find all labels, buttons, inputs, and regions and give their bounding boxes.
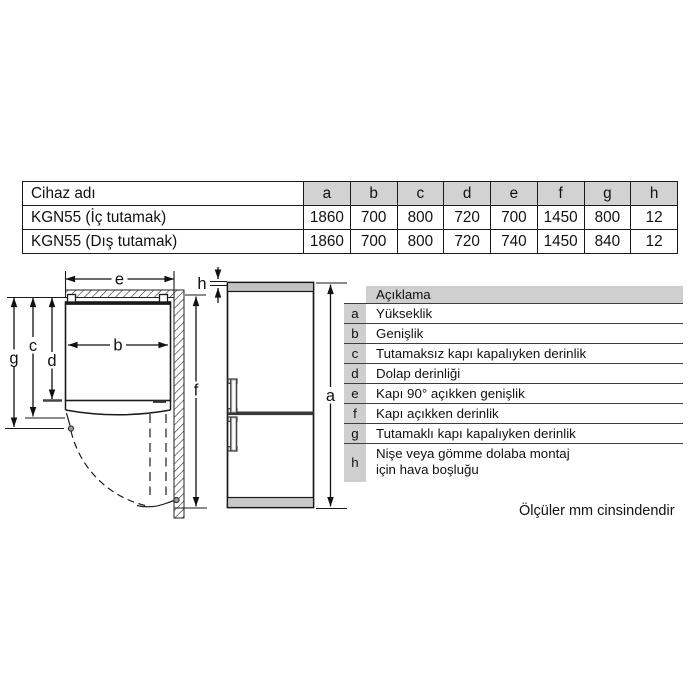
legend-label: Genişlik (376, 325, 424, 341)
dim-label-h: h (197, 275, 207, 293)
legend-row-b (344, 324, 683, 344)
front-view (228, 283, 348, 509)
dim-header-b: b (350, 182, 397, 206)
dim-label-b: b (113, 336, 123, 355)
spec-cell: 700 (350, 230, 397, 254)
spec-cell: 800 (397, 206, 444, 230)
dim-header-a: a (304, 182, 351, 206)
legend-row-h (344, 444, 683, 483)
fridge-plan-door (66, 401, 171, 432)
units-note: Ölçüler mm cinsindendir (519, 503, 675, 519)
door-divider (228, 412, 314, 416)
dimension-diagrams (0, 262, 350, 525)
legend-row-a (344, 304, 683, 324)
legend-label: Kapı açıkken derinlik (376, 405, 499, 421)
door-handle-pivot (68, 426, 73, 431)
legend-key: a (344, 304, 366, 323)
fridge-plinth (228, 498, 314, 508)
spec-cell: 700 (350, 206, 397, 230)
hinge-left (68, 295, 76, 303)
dimension-e (66, 271, 175, 292)
device-name-cell: KGN55 (İç tutamak) (23, 206, 304, 230)
legend-label: Dolap derinliği (376, 365, 461, 381)
legend-key: g (344, 424, 366, 443)
legend-header-row (344, 286, 683, 304)
plan-view (5, 267, 227, 518)
spec-cell: 1450 (537, 230, 584, 254)
legend-header-key-cell (344, 286, 366, 303)
dim-header-c: c (397, 182, 444, 206)
spec-row-ic-tutamak (23, 206, 678, 230)
spec-cell: 800 (397, 230, 444, 254)
device-name-header: Cihaz adı (23, 182, 304, 206)
spec-header-row (23, 182, 678, 206)
fridge-front-body (228, 283, 314, 508)
dim-header-f: f (537, 182, 584, 206)
dimension-d (43, 298, 62, 401)
dim-label-d: d (47, 352, 57, 370)
dim-label-g: g (9, 349, 19, 368)
spec-cell: 720 (444, 230, 491, 254)
door-swing (71, 414, 179, 507)
legend-label: Kapı 90° açıkken genişlik (376, 385, 525, 401)
legend-label: Yükseklik (376, 305, 433, 321)
legend-row-f (344, 404, 683, 424)
spec-row-dis-tutamak (23, 230, 678, 254)
spec-cell: 740 (491, 230, 538, 254)
fridge-top-trim (228, 283, 314, 292)
spec-cell: 700 (491, 206, 538, 230)
legend-key: d (344, 364, 366, 383)
dim-label-f: f (193, 381, 199, 400)
legend-header: Açıklama (366, 286, 683, 303)
legend-key: b (344, 324, 366, 343)
legend-row-g (344, 424, 683, 444)
dim-header-d: d (444, 182, 491, 206)
legend-key: h (344, 444, 366, 483)
legend-label (366, 444, 683, 483)
spec-cell: 1860 (304, 230, 351, 254)
dim-header-g: g (584, 182, 631, 206)
legend-row-e (344, 384, 683, 404)
device-name-cell: KGN55 (Dış tutamak) (23, 230, 304, 254)
spec-cell: 800 (584, 206, 631, 230)
dim-label-c: c (28, 337, 38, 355)
hinge-right (160, 295, 168, 303)
spec-cell: 720 (444, 206, 491, 230)
spec-cell: 1860 (304, 206, 351, 230)
legend-table (344, 286, 683, 482)
legend-label-line2: için hava boşluğu (376, 462, 479, 478)
spec-cell: 12 (631, 206, 678, 230)
dim-header-h: h (631, 182, 678, 206)
spec-cell: 1450 (537, 206, 584, 230)
legend-label: Tutamaklı kapı kapalıyken derinlik (376, 425, 576, 441)
dim-label-e: e (114, 270, 125, 289)
legend-key: e (344, 384, 366, 403)
legend-label: Tutamaksız kapı kapalıyken derinlik (376, 345, 587, 361)
legend-row-d (344, 364, 683, 384)
dim-label-a: a (325, 387, 336, 405)
spec-cell: 12 (631, 230, 678, 254)
dimension-h (197, 267, 227, 303)
legend-key: c (344, 344, 366, 363)
dim-header-e: e (491, 182, 538, 206)
spec-table (22, 181, 678, 254)
dimension-a (316, 283, 347, 509)
open-door-handle-pivot (174, 497, 179, 502)
legend-label-line1: Nişe veya gömme dolaba montaj (376, 445, 570, 461)
legend-key: f (344, 404, 366, 423)
spec-cell: 840 (584, 230, 631, 254)
legend-row-c (344, 344, 683, 364)
